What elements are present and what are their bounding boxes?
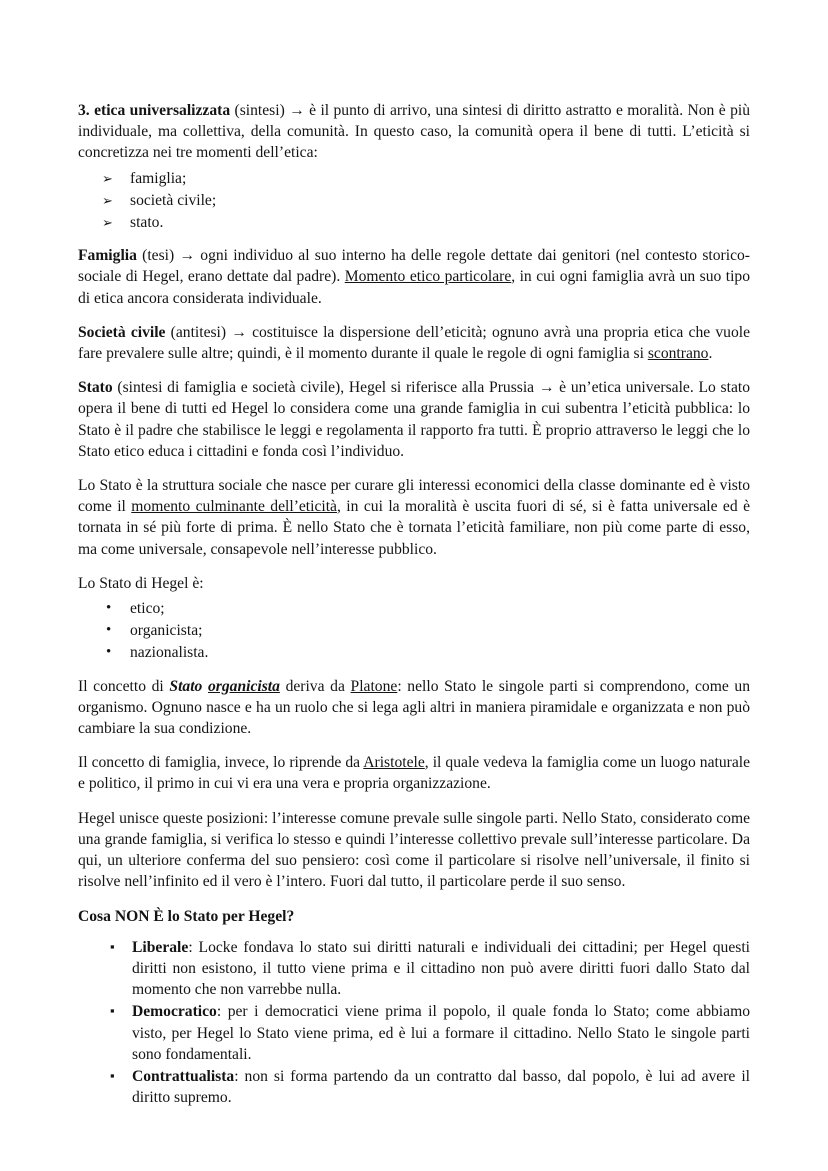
list-item-term: Democratico <box>132 1003 217 1021</box>
dot-bullet-icon: • <box>106 644 112 661</box>
square-bullet-icon: ▪ <box>110 1067 115 1083</box>
list-item <box>78 168 750 189</box>
list-item <box>78 642 750 663</box>
paragraph-famiglia-aristotele-text-1: Il concetto di famiglia, invece, lo riprende da <box>78 754 364 772</box>
list-momenti-etica <box>78 168 750 234</box>
list-item-body: : non si forma partendo da un contratto dal basso, dal popolo, è lui ad avere il diritto supremo. <box>132 1067 750 1107</box>
term-stato-bold-italic: Stato <box>169 677 208 695</box>
list-item <box>78 1001 750 1065</box>
list-cosa-non-e-lo-stato <box>78 937 750 1109</box>
square-bullet-icon: ▪ <box>110 1003 115 1019</box>
heading-cosa-non-e-lo-stato: Cosa NON È lo Stato per Hegel? <box>78 907 295 925</box>
emphasis-scontrano: scontrano <box>647 345 709 363</box>
reference-platone: Platone <box>350 677 398 695</box>
term-organicista-underlined: organicista <box>208 677 280 695</box>
list-item <box>78 937 750 1001</box>
paragraph-struttura-sociale <box>78 475 750 560</box>
paragraph-famiglia <box>78 245 750 309</box>
paragraph-famiglia-aristotele <box>78 752 750 794</box>
paragraph-famiglia-aristotele-text-2: , il quale vedeva la famiglia come un luogo naturale e politico, il primo in cui vi era una vera e propria organizzazione. <box>78 754 751 793</box>
list-item-term: Liberale <box>132 938 189 956</box>
paragraph-stato-organicista-text-3: : nello Stato le singole parti si comprendono, come un organismo. Ognuno nasce e ha un ruolo che si lega agli altri in maniera piramidale e organizzata e non può cambiare la sua condizione. <box>78 677 750 738</box>
list-item-label: società civile; <box>130 191 217 209</box>
list-item-term: Contrattualista <box>132 1067 235 1085</box>
arrow-bullet-icon: ➢ <box>102 215 113 231</box>
paragraph-stato-organicista-text-1: Il concetto di <box>78 677 170 695</box>
paragraph-lo-stato-di-hegel: Lo Stato di Hegel è: <box>78 574 204 592</box>
paragraph-societa-civile-text-2: . <box>708 345 713 363</box>
list-item <box>78 212 750 233</box>
document-body <box>78 100 750 1108</box>
list-item-body: : per i democratici viene prima il popolo, il quale fonda lo Stato; come abbiamo visto, per Hegel lo Stato viene prima, ed è lui a formare il cittadino. Nello Stato le singole parti sono fondamentali. <box>132 1003 750 1063</box>
term-famiglia: Famiglia <box>78 247 137 265</box>
square-bullet-icon: ▪ <box>110 938 115 954</box>
paragraph-struttura-sociale-text-2: , in cui la moralità è uscita fuori di sé, si è fatta universale ed è tornata in sé più forte di prima. È nello Stato che è tornata l’eticità familiare, non più come parte di esso, ma come universale, consapevole nell’interesse pubblico. <box>78 498 750 558</box>
list-item-label: nazionalista. <box>130 644 209 662</box>
list-item-label: organicista; <box>130 622 203 640</box>
paragraph-struttura-sociale-text-1: Lo Stato è la struttura sociale che nasce per curare gli interessi economici della classe dominante ed è visto come il <box>78 477 750 516</box>
emphasis-momento-etico-particolare: Momento etico particolare <box>344 268 512 286</box>
arrow-bullet-icon: ➢ <box>102 170 113 186</box>
paragraph-societa-civile-text-1: (antitesi) → costituisce la dispersione dell’eticità; ognuno avrà una propria etica che vuole fare prevalere sulle altre; quindi, è il momento durante il quale le regole di ogni famiglia si <box>78 323 750 363</box>
paragraph-stato <box>78 377 750 462</box>
arrow-bullet-icon: ➢ <box>102 192 113 208</box>
paragraph-etica-universalizzata <box>78 100 750 164</box>
term-societa-civile: Società civile <box>78 323 166 341</box>
term-stato: Stato <box>78 379 113 397</box>
emphasis-momento-culminante: momento culminante dell’eticità <box>131 498 337 516</box>
paragraph-hegel-unisce: Hegel unisce queste posizioni: l’interesse comune prevale sulle singole parti. Nello Stato, considerato come una grande famiglia, si verifica lo stesso e quindi l’interesse collettivo prevale sull’interesse particolare. Da qui, un ulteriore conferma del suo pensiero: così come il particolare si risolve nell’universale, il finito si risolve nell’infinito ed il vero è l’intero. Fuori dal tutto, il particolare perde il suo senso. <box>78 809 750 891</box>
list-item <box>78 598 750 619</box>
paragraph-stato-organicista-text-2: deriva da <box>279 677 351 695</box>
list-item-label: famiglia; <box>130 169 187 187</box>
paragraph-stato-text: (sintesi di famiglia e società civile), Hegel si riferisce alla Prussia → è un’etica universale. Lo stato opera il bene di tutti ed Hegel lo considera come una grande famiglia in cui subentra l’eticità pubblica: lo Stato è il padre che stabilisce le leggi e regolamenta il rapporto fra tutti. È proprio attraverso le leggi che lo Stato etico educa i cittadini e fonda così l’individuo. <box>78 379 750 460</box>
reference-aristotele: Aristotele <box>363 754 425 772</box>
dot-bullet-icon: • <box>106 622 112 639</box>
paragraph-stato-organicista <box>78 676 750 740</box>
list-item-label: etico; <box>130 600 165 618</box>
dot-bullet-icon: • <box>106 600 112 617</box>
paragraph-famiglia-text-2: , in cui ogni famiglia avrà un suo tipo di etica ancora considerata individuale. <box>78 268 751 307</box>
paragraph-famiglia-text-1: (tesi) → ogni individuo al suo interno ha delle regole dettate dai genitori (nel contesto storico-sociale di Hegel, erano dettate dal padre). <box>78 247 750 286</box>
term-etica-universalizzata: 3. etica universalizzata <box>78 102 231 119</box>
paragraph-societa-civile <box>78 322 750 364</box>
list-item <box>78 1066 750 1108</box>
list-item-body: : Locke fondava lo stato sui diritti naturali e individuali dei cittadini; per Hegel questi diritti non esistono, il tutto viene prima e il cittadino non può avere diritti fuori dallo Stato dal momento che non varrebbe nulla. <box>132 938 750 999</box>
list-item <box>78 190 750 211</box>
list-item <box>78 620 750 641</box>
list-caratteri-stato <box>78 598 750 664</box>
paragraph-etica-universalizzata-text: (sintesi) → è il punto di arrivo, una sintesi di diritto astratto e moralità. Non è più individuale, ma collettiva, della comunità. In questo caso, la comunità opera il bene di tutti. L’eticità si concretizza nei tre momenti dell’etica: <box>78 102 750 162</box>
list-item-label: stato. <box>130 214 164 232</box>
